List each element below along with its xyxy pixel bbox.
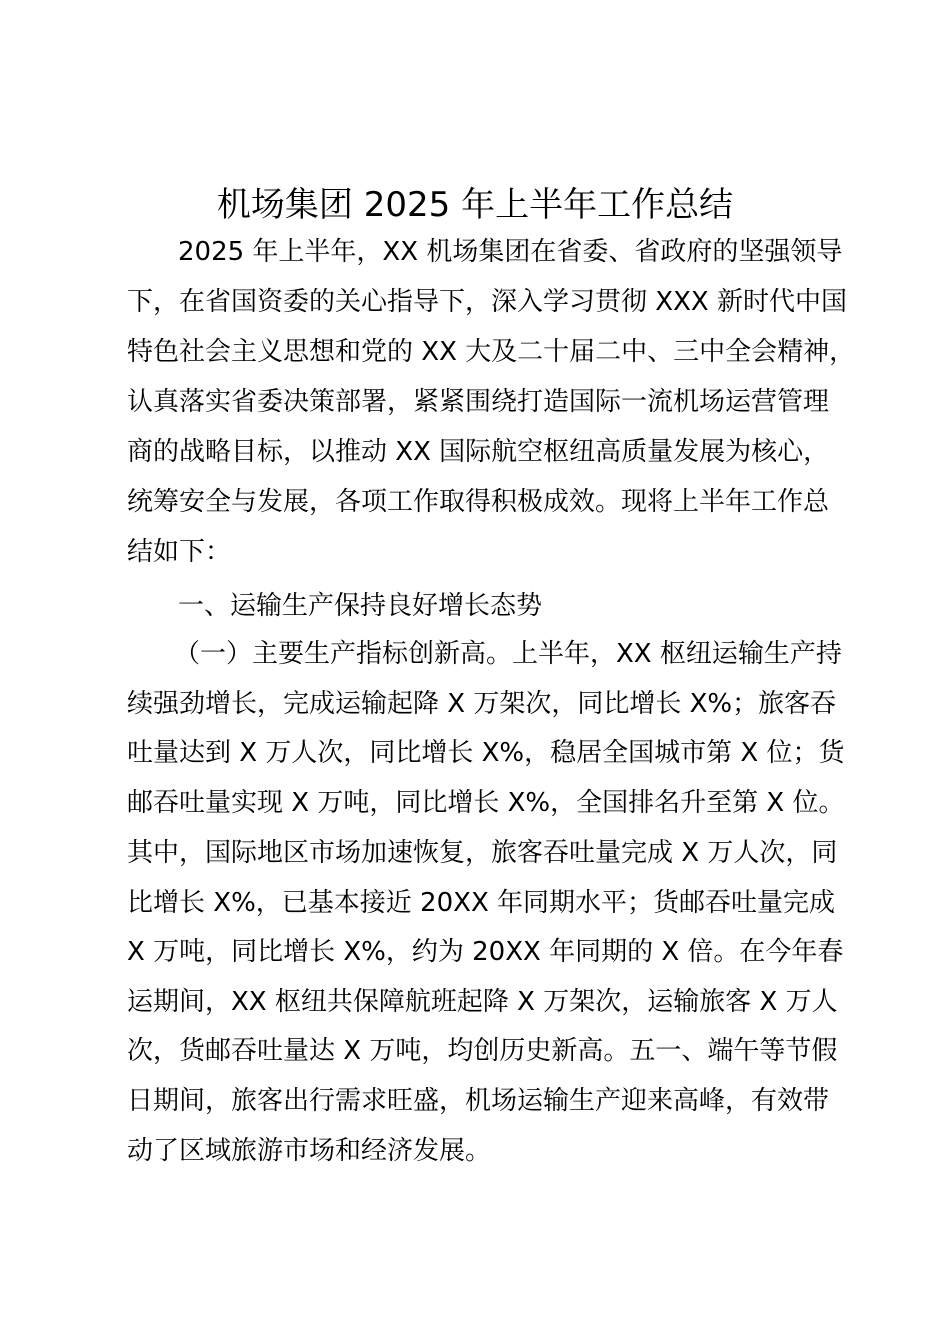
section1-line-5: 其中，国际地区市场加速恢复，旅客吞吐量完成 X 万人次，同 [127, 838, 838, 868]
section1-line-6: 比增长 X%，已基本接近 20XX 年同期水平；货邮吞吐量完成 [127, 888, 836, 918]
intro-line-2: 下，在省国资委的关心指导下，深入学习贯彻 XXX 新时代中国 [127, 287, 847, 317]
intro-line-6: 统筹安全与发展，各项工作取得积极成效。现将上半年工作总 [127, 487, 830, 517]
intro-line-4: 认真落实省委决策部署，紧紧围绕打造国际一流机场运营管理 [127, 387, 830, 417]
section1-line-10: 日期间，旅客出行需求旺盛，机场运输生产迎来高峰，有效带 [127, 1086, 830, 1116]
section1-line-8: 运期间，XX 枢纽共保障航班起降 X 万架次，运输旅客 X 万人 [127, 987, 838, 1017]
intro-line-7: 结如下： [127, 537, 232, 567]
section1-line-2: 续强劲增长，完成运输起降 X 万架次，同比增长 X%；旅客吞 [127, 689, 837, 719]
section1-line-1: （一）主要生产指标创新高。上半年，XX 枢纽运输生产持 [174, 639, 842, 669]
section1-line-7: X 万吨，同比增长 X%，约为 20XX 年同期的 X 倍。在今年春 [127, 937, 844, 967]
document-title: 机场集团 2025 年上半年工作总结 [216, 185, 734, 225]
section1-line-3: 吐量达到 X 万人次，同比增长 X%，稳居全国城市第 X 位；货 [127, 738, 845, 768]
section1-line-11: 动了区域旅游市场和经济发展。 [127, 1136, 492, 1166]
intro-line-3: 特色社会主义思想和党的 XX 大及二十届二中、三中全会精神， [127, 337, 856, 367]
section-heading: 一、运输生产保持良好增长态势 [178, 591, 543, 621]
section1-line-9: 次，货邮吞吐量达 X 万吨，均创历史新高。五一、端午等节假 [127, 1036, 838, 1066]
intro-line-1: 2025 年上半年，XX 机场集团在省委、省政府的坚强领导 [178, 237, 843, 267]
section1-line-4: 邮吞吐量实现 X 万吨，同比增长 X%，全国排名升至第 X 位。 [127, 788, 845, 818]
intro-line-5: 商的战略目标，以推动 XX 国际航空枢纽高质量发展为核心， [127, 437, 830, 467]
